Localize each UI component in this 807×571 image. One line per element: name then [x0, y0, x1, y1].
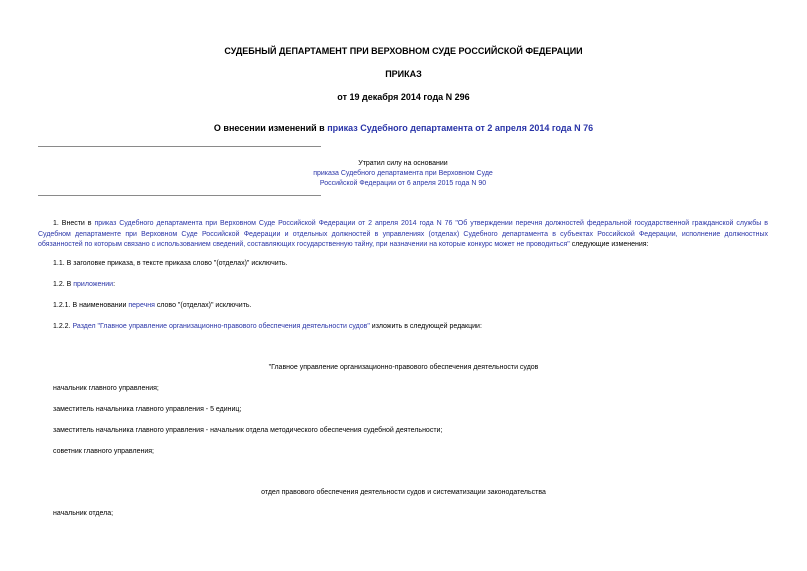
list-item: советник главного управления;	[53, 448, 154, 455]
p12-prefix: 1.2. В	[53, 281, 74, 288]
note-top-rule	[38, 146, 321, 147]
section-1-title-text: "Главное управление организационно-правового обеспечения деятельности судов	[268, 364, 539, 371]
status-note	[283, 159, 523, 189]
p12-appendix-link[interactable]: приложении	[73, 281, 114, 288]
p12-suffix: :	[113, 281, 116, 288]
p1-suffix: следующие изменения:	[569, 241, 649, 248]
list-item: заместитель начальника главного управления - начальник отдела методического обеспечения судебной деятельности;	[53, 427, 443, 434]
paragraph-1-2-1	[53, 301, 252, 311]
section-2-title: отдел правового обеспечения деятельности судов и систематизации законодательства	[261, 489, 546, 496]
document-date: от 19 декабря 2014 года N 296	[337, 92, 470, 102]
p122-prefix: 1.2.2.	[53, 323, 73, 330]
subject-prefix: О внесении изменений в	[213, 123, 328, 133]
note-bottom-rule	[38, 195, 321, 196]
p122-suffix: изложить в следующей редакции:	[369, 323, 482, 330]
p121-prefix: 1.2.1. В наименовании	[53, 302, 129, 309]
note-link-line-2[interactable]: приказа Судебного департамента при Верховном Суде	[313, 170, 493, 177]
p121-list-link[interactable]: перечня	[128, 302, 155, 309]
list-item: заместитель начальника главного управления - 5 единиц;	[53, 406, 242, 413]
p1-prefix: 1. Внести в	[53, 220, 95, 227]
subject-link[interactable]: приказ Судебного департамента от 2 апреля 2014 года N 76	[327, 123, 594, 133]
note-line-1: Утратил силу на основании	[358, 160, 448, 167]
list-item: начальник главного управления;	[53, 385, 159, 392]
paragraph-1	[38, 219, 768, 251]
section-1-title	[0, 363, 807, 373]
p122-section-link[interactable]: Раздел "Главное управление организационно-правового обеспечения деятельности судов"	[72, 323, 370, 330]
document-subject	[0, 123, 807, 133]
list-item: начальник отдела;	[53, 510, 114, 517]
p121-suffix: слово "(отделах)" исключить.	[154, 302, 252, 309]
department-heading: СУДЕБНЫЙ ДЕПАРТАМЕНТ ПРИ ВЕРХОВНОМ СУДЕ РОССИЙСКОЙ ФЕДЕРАЦИИ	[224, 46, 583, 56]
paragraph-1-2-2	[53, 322, 482, 332]
p1-order-link[interactable]: приказ Судебного департамента при Верховном Суде Российской Федерации от 2 апреля 2014 года N 76 "Об утверждении перечня должностей федеральной государственной гражданской службы в Судебном департаменте при Верховном Суде Российской Федерации и отдельных должностей в управлениях (отделах) Судебного департамента в субъектах Российской Федерации, исполнение должностных обязанностей по которым связано с использованием сведений, составляющих государственную тайну, при назначении на которые конкурс может не проводиться"	[38, 220, 768, 248]
document-type: ПРИКАЗ	[385, 69, 422, 79]
note-link-line-3[interactable]: Российской Федерации от 6 апреля 2015 года N 90	[319, 180, 487, 187]
paragraph-1-2	[53, 280, 115, 290]
paragraph-1-1: 1.1. В заголовке приказа, в тексте приказа слово "(отделах)" исключить.	[53, 260, 288, 267]
